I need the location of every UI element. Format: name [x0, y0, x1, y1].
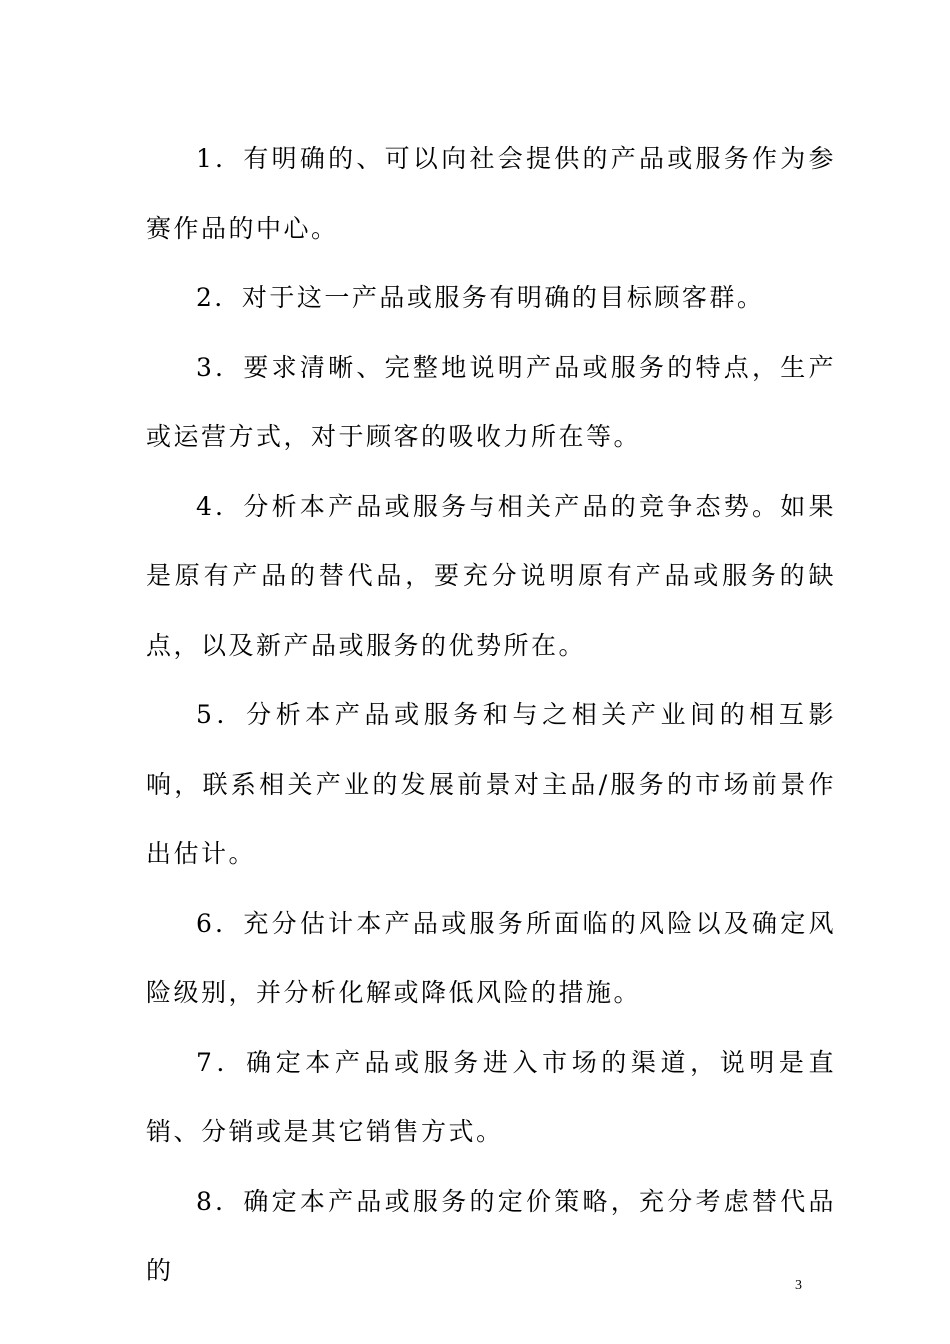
paragraph-item-8: 8．确定本产品或服务的定价策略，充分考虑替代品的 [146, 1186, 836, 1285]
paragraph-item-2: 2．对于这一产品或服务有明确的目标顾客群。 [196, 283, 765, 312]
paragraph-item-1: 1．有明确的、可以向社会提供的产品或服务作为参赛作品的中心。 [146, 144, 836, 243]
paragraph-item-6: 6．充分估计本产品或服务所面临的风险以及确定风险级别，并分析化解或降低风险的措施。 [146, 908, 836, 1007]
paragraph-item-7: 7．确定本产品或服务进入市场的渠道，说明是直销、分销或是其它销售方式。 [146, 1047, 836, 1146]
paragraph-item-4: 4．分析本产品或服务与相关产品的竞争态势。如果是原有产品的替代品，要充分说明原有产品或服务的缺点，以及新产品或服务的优势所在。 [146, 491, 836, 660]
paragraph-item-3: 3．要求清晰、完整地说明产品或服务的特点，生产或运营方式，对于顾客的吸收力所在等。 [146, 352, 836, 451]
document-body [146, 124, 836, 1306]
paragraph-item-5: 5．分析本产品或服务和与之相关产业间的相互影响，联系相关产业的发展前景对主品/服务的市场前景作出估计。 [146, 700, 836, 868]
page-number: 3 [795, 1278, 802, 1293]
